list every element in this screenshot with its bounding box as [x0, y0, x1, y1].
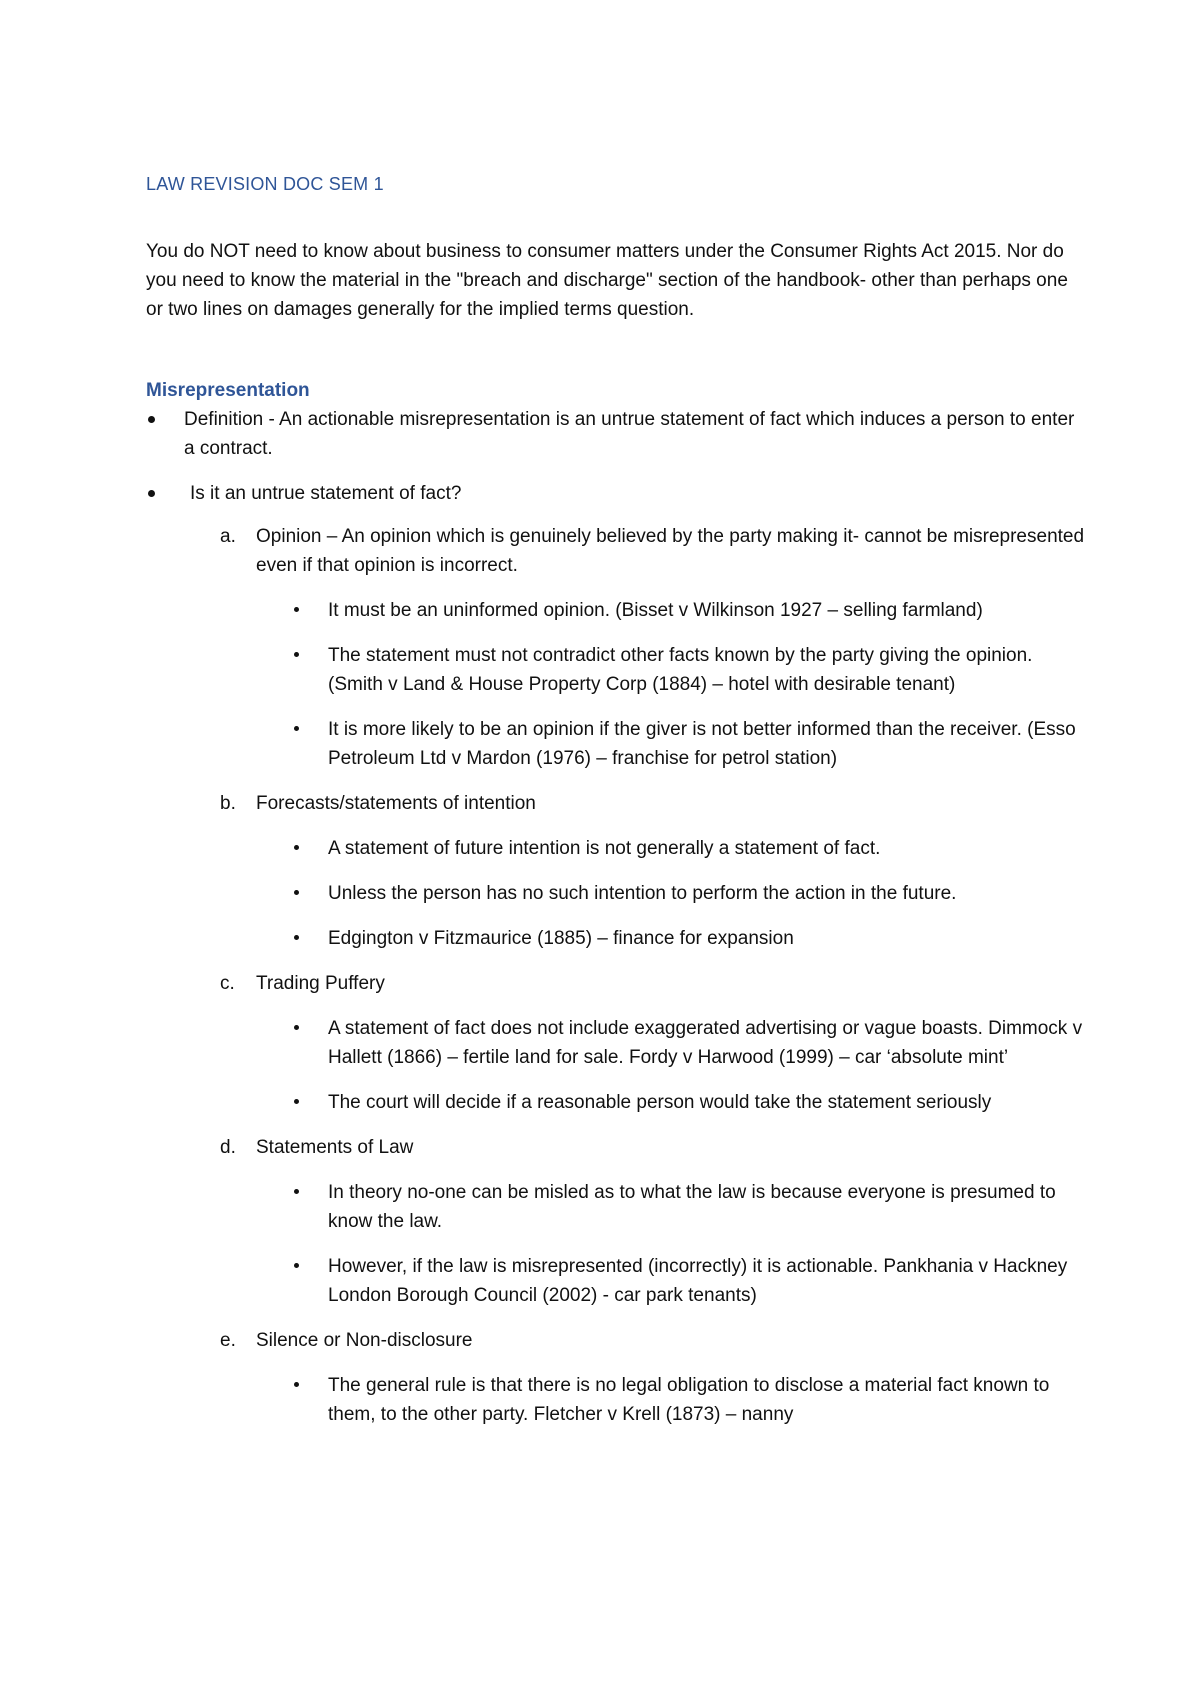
list-letter: a.	[220, 526, 236, 547]
bullet-icon	[294, 1099, 299, 1104]
sub-point-text: It is more likely to be an opinion if the giver is not better informed than the receiver. (Esso Petroleum Ltd v Mardon (1976) – franchise for petrol station)	[328, 719, 1076, 769]
sub-point	[146, 879, 1086, 908]
sub-point	[146, 1252, 1086, 1310]
sub-point-list	[146, 1014, 1086, 1117]
list-item-text: Statements of Law	[256, 1137, 414, 1158]
bullet-icon	[294, 607, 299, 612]
list-item-puffery	[146, 969, 1086, 1117]
bullet-icon	[148, 416, 155, 423]
sub-point	[146, 1371, 1086, 1429]
sub-point-text: The court will decide if a reasonable person would take the statement seriously	[328, 1092, 992, 1113]
list-item-forecasts	[146, 789, 1086, 953]
document-body	[146, 170, 1086, 1445]
list-item-text: Forecasts/statements of intention	[256, 793, 536, 814]
sub-point	[146, 1014, 1086, 1072]
sub-point	[146, 834, 1086, 863]
sub-point-text: However, if the law is misrepresented (incorrectly) it is actionable. Pankhania v Hackney London Borough Council (2002) - car park tenants)	[328, 1256, 1068, 1306]
bullet-icon	[294, 1263, 299, 1268]
bullet-icon	[294, 845, 299, 850]
list-item-text: Trading Puffery	[256, 973, 385, 994]
list-item-text: Opinion – An opinion which is genuinely believed by the party making it- cannot be misrepresented even if that opinion is incorrect.	[256, 526, 1085, 576]
bullet-text: Definition - An actionable misrepresentation is an untrue statement of fact which induces a person to enter a contract.	[184, 409, 1075, 459]
list-letter: b.	[220, 793, 236, 814]
bullet-item-question	[146, 479, 1086, 1429]
sub-point	[146, 1178, 1086, 1236]
list-letter: d.	[220, 1137, 236, 1158]
sub-point	[146, 715, 1086, 773]
sub-point-text: The general rule is that there is no legal obligation to disclose a material fact known to them, to the other party. Fletcher v Krell (1873) – nanny	[328, 1375, 1050, 1425]
list-item-opinion	[146, 522, 1086, 773]
sub-point-list	[146, 1371, 1086, 1429]
list-item-statements-of-law	[146, 1133, 1086, 1310]
bullet-icon	[294, 652, 299, 657]
intro-paragraph: You do NOT need to know about business to consumer matters under the Consumer Rights Act 2015. Nor do you need to know the material in the "breach and discharge" section of the handbook- other than perhaps one or two lines on damages generally for the implied terms question.	[146, 241, 1068, 320]
bullet-icon	[148, 490, 155, 497]
bullet-icon	[294, 1189, 299, 1194]
bullet-list	[146, 405, 1086, 1429]
list-item-silence	[146, 1326, 1086, 1429]
section-heading-misrepresentation: Misrepresentation	[146, 380, 310, 401]
list-item-text: Silence or Non-disclosure	[256, 1330, 473, 1351]
sub-point-list	[146, 1178, 1086, 1310]
sub-point-text: Edgington v Fitzmaurice (1885) – finance for expansion	[328, 928, 794, 949]
sub-point	[146, 596, 1086, 625]
sub-point-list	[146, 596, 1086, 773]
bullet-icon	[294, 1382, 299, 1387]
bullet-icon	[294, 935, 299, 940]
bullet-icon	[294, 1025, 299, 1030]
sub-point-text: In theory no-one can be misled as to what the law is because everyone is presumed to know the law.	[328, 1182, 1056, 1232]
list-letter: c.	[220, 973, 235, 994]
bullet-icon	[294, 890, 299, 895]
bullet-text: Is it an untrue statement of fact?	[190, 483, 462, 504]
sub-point	[146, 641, 1086, 699]
sub-point	[146, 924, 1086, 953]
sub-point	[146, 1088, 1086, 1117]
bullet-item-definition	[146, 405, 1086, 463]
sub-point-text: It must be an uninformed opinion. (Bisset v Wilkinson 1927 – selling farmland)	[328, 600, 983, 621]
sub-point-text: A statement of fact does not include exaggerated advertising or vague boasts. Dimmock v Hallett (1866) – fertile land for sale. Fordy v Harwood (1999) – car ‘absolute mint’	[328, 1018, 1083, 1068]
list-letter: e.	[220, 1330, 236, 1351]
sub-point-list	[146, 834, 1086, 953]
document-title: LAW REVISION DOC SEM 1	[146, 174, 384, 194]
sub-point-text: The statement must not contradict other facts known by the party giving the opinion. (Smith v Land & House Property Corp (1884) – hotel with desirable tenant)	[328, 645, 1033, 695]
sub-point-text: A statement of future intention is not generally a statement of fact.	[328, 838, 881, 859]
sub-point-text: Unless the person has no such intention to perform the action in the future.	[328, 883, 957, 904]
bullet-icon	[294, 726, 299, 731]
lettered-list	[146, 522, 1086, 1429]
